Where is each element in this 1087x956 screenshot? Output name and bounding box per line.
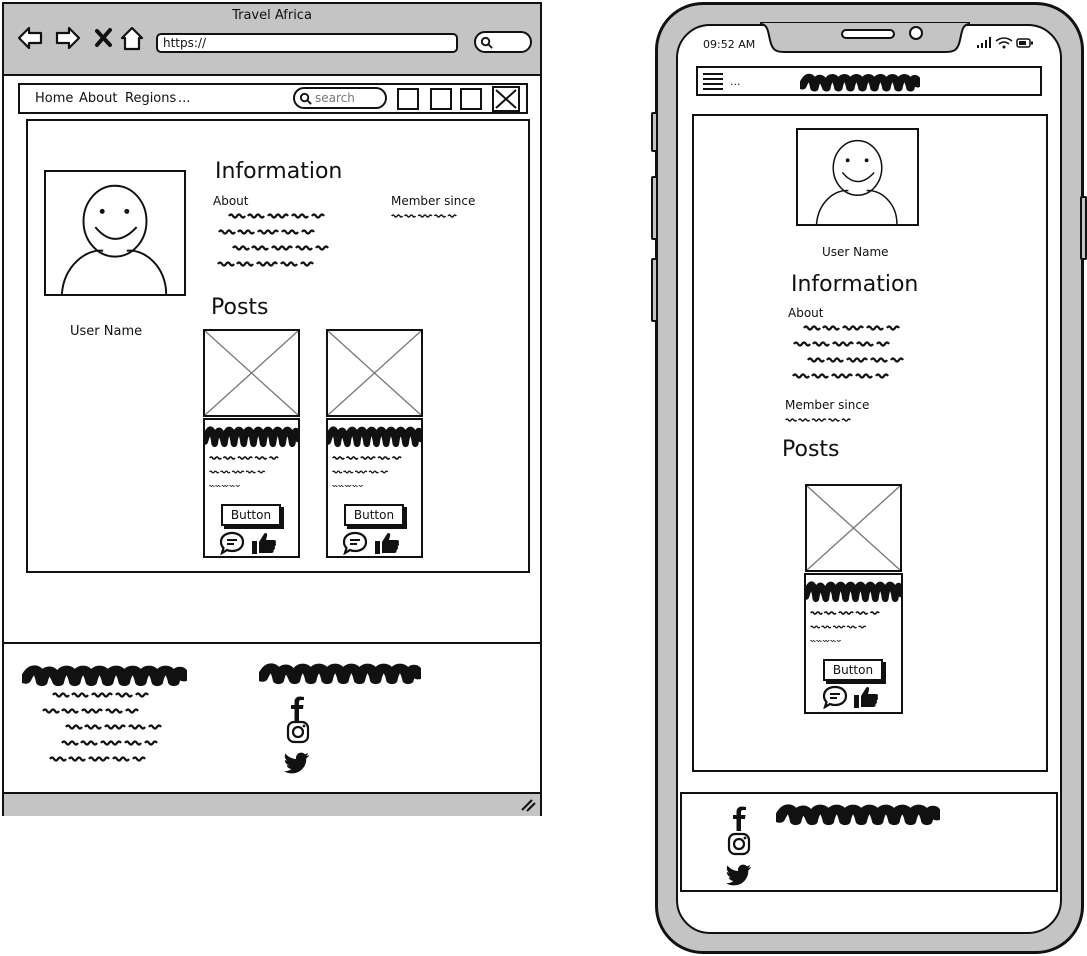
thumbs-up-icon[interactable] <box>251 531 277 555</box>
post-title-placeholder <box>203 422 300 450</box>
nav-link-home[interactable]: Home <box>35 91 74 106</box>
user-avatar <box>44 170 186 296</box>
about-text-placeholder <box>213 212 353 272</box>
footer-text-placeholder <box>36 691 201 763</box>
member-since-label: Member since <box>391 194 476 208</box>
search-placeholder: search <box>315 91 355 105</box>
hamburger-menu-icon[interactable] <box>702 72 724 92</box>
posts-heading: Posts <box>211 295 269 320</box>
nav-link-more[interactable]: ... <box>178 91 191 106</box>
mobile-information-heading: Information <box>791 272 919 297</box>
close-button[interactable] <box>492 86 520 112</box>
browser-window <box>2 2 542 816</box>
url-search-button[interactable] <box>474 31 532 53</box>
comment-icon[interactable] <box>822 685 848 709</box>
phone-power-button <box>1080 196 1087 260</box>
twitter-icon[interactable] <box>726 864 752 886</box>
about-label: About <box>213 194 249 208</box>
mobile-about-text-placeholder <box>788 324 928 384</box>
instagram-icon[interactable] <box>727 832 751 856</box>
phone-notch <box>760 22 970 56</box>
member-since-value-placeholder <box>391 212 461 222</box>
facebook-icon[interactable] <box>729 806 749 832</box>
phone-side-button <box>651 258 658 322</box>
post-title-placeholder <box>326 422 423 450</box>
post-button-2[interactable]: Button <box>344 504 404 526</box>
user-face-icon <box>46 172 184 294</box>
url-field[interactable]: https:// <box>156 33 458 53</box>
mobile-about-label: About <box>788 306 824 320</box>
information-heading: Information <box>215 159 343 184</box>
twitter-icon[interactable] <box>284 752 310 774</box>
image-placeholder-icon <box>807 486 900 570</box>
phone-side-button <box>651 176 658 240</box>
nav-link-about[interactable]: About <box>79 91 118 106</box>
mobile-footer-heading-placeholder <box>776 800 940 828</box>
user-face-icon <box>798 130 917 224</box>
nav-link-regions[interactable]: Regions <box>125 91 177 106</box>
forward-arrow-icon[interactable] <box>54 24 82 52</box>
window-title: Travel Africa <box>232 8 312 23</box>
footer-heading-placeholder <box>22 661 187 689</box>
footer-social-heading-placeholder <box>259 659 421 687</box>
mobile-post-image[interactable] <box>805 484 902 572</box>
post-text-placeholder <box>332 454 412 494</box>
back-arrow-icon[interactable] <box>16 24 44 52</box>
mobile-post-button[interactable]: Button <box>823 659 883 681</box>
post-image-2[interactable] <box>326 329 423 417</box>
image-placeholder-icon <box>328 331 421 415</box>
post-text-placeholder <box>810 609 890 649</box>
instagram-icon[interactable] <box>286 720 310 744</box>
post-title-placeholder <box>804 577 903 605</box>
status-time: 09:52 AM <box>703 38 756 51</box>
post-card-1 <box>203 418 300 558</box>
user-name: User Name <box>70 324 143 339</box>
mobile-member-since-label: Member since <box>785 398 870 412</box>
mobile-posts-heading: Posts <box>782 437 840 462</box>
thumbs-up-icon[interactable] <box>853 685 879 709</box>
mobile-user-avatar <box>796 128 919 226</box>
menu-square-1[interactable] <box>397 88 419 110</box>
mobile-post-card <box>804 573 903 714</box>
image-placeholder-icon <box>205 331 298 415</box>
comment-icon[interactable] <box>219 531 245 555</box>
search-icon <box>299 92 312 105</box>
mobile-menu-label[interactable]: ... <box>730 75 741 88</box>
footer-divider <box>4 642 540 644</box>
thumbs-up-icon[interactable] <box>374 531 400 555</box>
post-button-1[interactable]: Button <box>221 504 281 526</box>
search-icon <box>480 36 493 49</box>
menu-square-2[interactable] <box>430 88 452 110</box>
mobile-logo-placeholder[interactable] <box>800 70 920 94</box>
facebook-icon[interactable] <box>287 696 307 722</box>
phone-side-button <box>651 112 658 152</box>
close-icon <box>494 88 518 110</box>
post-card-2 <box>326 418 423 558</box>
battery-icon <box>1017 39 1033 47</box>
mobile-member-since-value-placeholder <box>785 416 855 426</box>
browser-chrome <box>4 4 540 76</box>
post-image-1[interactable] <box>203 329 300 417</box>
home-icon[interactable] <box>118 24 146 52</box>
search-input[interactable] <box>293 87 387 109</box>
comment-icon[interactable] <box>342 531 368 555</box>
close-x-icon[interactable] <box>90 24 118 52</box>
post-text-placeholder <box>209 454 289 494</box>
resize-grip-icon[interactable] <box>520 798 536 812</box>
menu-square-3[interactable] <box>460 88 482 110</box>
status-icons <box>976 36 1034 50</box>
status-bar <box>4 792 540 816</box>
signal-icon <box>977 37 991 48</box>
mobile-user-name: User Name <box>822 245 889 259</box>
wifi-icon <box>996 38 1012 49</box>
